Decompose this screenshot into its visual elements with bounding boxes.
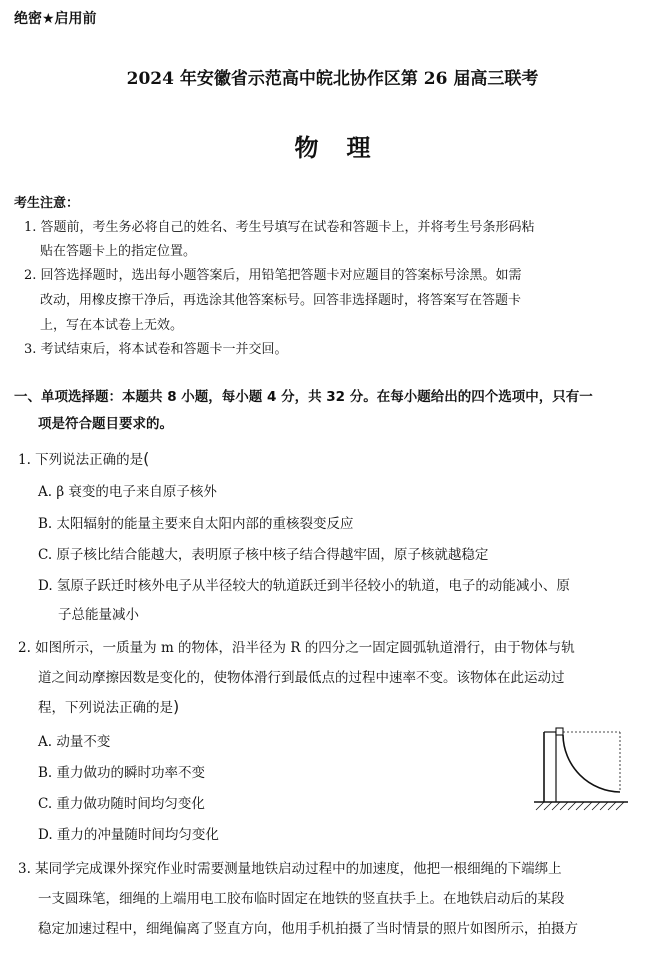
question-1-stem-text: 1. 下列说法正确的是 [18,452,144,468]
section-heading-line-1: 一、单项选择题：本题共 8 小题，每小题 4 分，共 32 分。在每小题给出的四个选项中，只有一 [14,389,593,405]
section-heading-line-2: 项是符合题目要求的。 [38,416,173,432]
question-2-option-c: C. 重力做功随时间均匀变化 [38,796,205,812]
question-2-handwritten-mark: ) [173,697,180,716]
question-1-stem [18,448,149,468]
notice-item-2-line-3: 上，写在本试卷上无效。 [40,318,184,333]
quarter-arc [563,735,620,792]
question-2-option-b: B. 重力做功的瞬时功率不变 [38,765,206,781]
subject-title: 物理 [294,133,399,162]
notice-heading: 考生注意： [14,196,80,211]
question-1-option-c: C. 原子核比结合能越大，表明原子核中核子结合得越牢固，原子核就越稳定 [38,547,489,563]
object-block [556,728,563,735]
question-2-arc-track-figure [532,726,632,816]
question-2-stem-line-3-text: 程，下列说法正确的是 [38,700,173,716]
question-2-option-a: A. 动量不变 [38,734,111,750]
notice-item-2-line-2: 改动，用橡皮擦干净后，再选涂其他答案标号。回答非选择题时，将答案写在答题卡 [40,293,522,308]
notice-item-2-line-1: 2. 回答选择题时，选出每小题答案后，用铅笔把答题卡对应题目的答案标号涂黑。如需 [24,268,522,283]
notice-item-3-line-1: 3. 考试结束后，将本试卷和答题卡一并交回。 [24,342,288,357]
question-3-stem-line-3: 稳定加速过程中，细绳偏离了竖直方向，他用手机拍摄了当时情景的照片如图所示，拍摄方 [38,921,578,937]
exam-title: 2024 年安徽省示范高中皖北协作区第 26 届高三联考 [126,69,539,89]
arc-track-diagram [534,728,628,810]
question-3-stem-line-1: 3. 某同学完成课外探究作业时需要测量地铁启动过程中的加速度，他把一根细绳的下端绑上 [18,861,562,877]
question-2-stem-line-3 [38,696,179,716]
confidential-label: 绝密★启用前 [14,11,97,27]
ground-hatching [536,802,624,810]
question-1-option-d-line-1: D. 氢原子跃迁时核外电子从半径较大的轨道跃迁到半径较小的轨道，电子的动能减小、原 [38,578,570,594]
question-1-option-d-line-2: 子总能量减小 [58,607,139,623]
question-1-handwritten-mark: ( [143,449,150,468]
question-1-option-a: A. β 衰变的电子来自原子核外 [38,484,217,500]
notice-item-1-line-2: 贴在答题卡上的指定位置。 [40,244,197,259]
question-3-stem-line-2: 一支圆珠笔，细绳的上端用电工胶布临时固定在地铁的竖直扶手上。在地铁启动后的某段 [38,891,565,907]
question-2-stem-line-1: 2. 如图所示，一质量为 m 的物体，沿半径为 R 的四分之一固定圆弧轨道滑行，由于物体与轨 [18,640,575,656]
question-2-stem-line-2: 道之间动摩擦因数是变化的，使物体滑行到最低点的过程中速率不变。该物体在此运动过 [38,670,565,686]
question-2-option-d: D. 重力的冲量随时间均匀变化 [38,827,219,843]
question-1-option-b: B. 太阳辐射的能量主要来自太阳内部的重核裂变反应 [38,516,354,532]
notice-item-1-line-1: 1. 答题前，考生务必将自己的姓名、考生号填写在试卷和答题卡上，并将考生号条形码粘 [24,220,535,235]
